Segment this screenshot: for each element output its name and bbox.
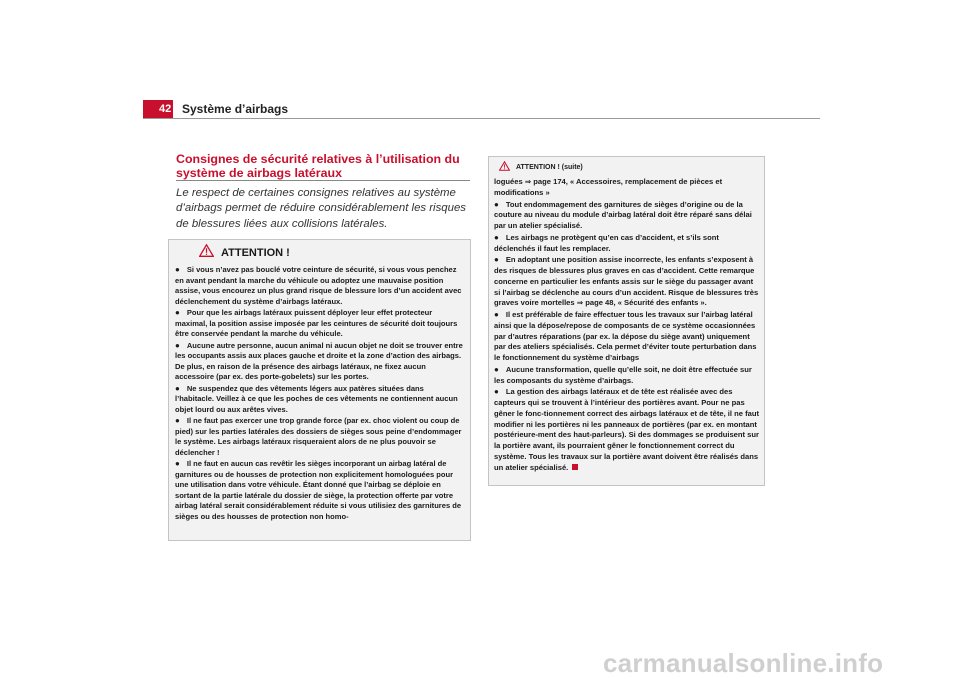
footer-watermark: carmanualsonline.info bbox=[603, 648, 884, 678]
warning-item-text: En adoptant une position assise incorrecte, les enfants s’exposent à des risques de blessures plus graves en cas d’accident. Cette remarque concerne en particulier les enfants assis sur le siège du passager avant si l’airbag se déclenche au cours d’un accident. Risque de blessures très graves voire mortelles ⇒ page 48, « Sécurité des enfants ». bbox=[494, 255, 759, 308]
section-divider bbox=[176, 180, 470, 181]
warning-item bbox=[175, 341, 464, 383]
warning-item bbox=[175, 416, 464, 458]
warning-box-right bbox=[488, 156, 765, 486]
section-intro: Le respect de certaines consignes relatives au système d’airbags permet de réduire considérablement les risques de blessures liées aux collisions latérales. bbox=[176, 187, 466, 230]
warning-item bbox=[494, 233, 759, 255]
warning-item bbox=[175, 384, 464, 416]
warning-item bbox=[175, 459, 464, 522]
header-divider bbox=[143, 118, 820, 119]
bullet-icon: ● bbox=[175, 308, 180, 317]
warning-item-text: Ne suspendez que des vêtements légers aux patères situées dans l’habitacle. Veillez à ce que les poches de ces vêtements ne contiennent aucun objet lourd ou aux arêtes vives. bbox=[175, 383, 458, 414]
warning-body bbox=[169, 265, 470, 522]
warning-box-left bbox=[168, 239, 471, 541]
warning-item-text: Tout endommagement des garnitures de sièges d’origine ou de la couture au niveau du module d’airbag latéral doit être réparé sans délai par un atelier spécialisé. bbox=[494, 199, 752, 230]
bullet-icon: ● bbox=[494, 364, 499, 374]
warning-item-text: Aucune autre personne, aucun animal ni aucun objet ne doit se trouver entre les occupants assis aux places gauche et droite et la zone d’action des airbags. De plus, en raison de la présence des airbags latéraux, ne fixez aucun accessoire (par ex. des porte-gobelets) sur les portes. bbox=[175, 340, 463, 381]
page-number: 42 bbox=[143, 100, 173, 118]
bullet-icon: ● bbox=[494, 199, 499, 209]
warning-header bbox=[489, 157, 764, 175]
warning-continuation: loguées ⇒ page 174, « Accessoires, remplacement de pièces et modifications » bbox=[494, 177, 723, 197]
warning-title: ATTENTION ! bbox=[221, 247, 290, 259]
warning-item bbox=[494, 200, 759, 232]
warning-item bbox=[175, 265, 464, 307]
warning-item-text: Il ne faut pas exercer une trop grande force (par ex. choc violent ou coup de pied) sur les parties latérales des dossiers de sièges sous peine d’endommager le système. Les airbags latéraux risqueraient alors de ne plus pouvoir se déclencher ! bbox=[175, 416, 462, 457]
warning-item-text: Il est préférable de faire effectuer tous les travaux sur l’airbag latéral ainsi que la dépose/repose de composants de ce système occasionnées par d’autres réparations (par ex. la dépose du siège avant) uniquement par des ateliers spécialisés. Cela permet d’éviter toute perturbation dans le fonctionnement du système d’airbags bbox=[494, 310, 757, 362]
bullet-icon: ● bbox=[175, 383, 180, 393]
warning-item bbox=[494, 387, 759, 473]
bullet-icon: ● bbox=[494, 310, 499, 319]
bullet-icon: ● bbox=[175, 459, 180, 468]
bullet-icon: ● bbox=[494, 232, 499, 242]
warning-title: ATTENTION ! (suite) bbox=[516, 163, 583, 171]
warning-item bbox=[494, 310, 759, 364]
warning-item-text: Pour que les airbags latéraux puissent déployer leur effet protecteur maximal, la position assise imposée par les ceintures de sécurité doit toujours être conservée pendant la marche du véhicule. bbox=[175, 308, 458, 338]
warning-item-text: Si vous n’avez pas bouclé votre ceinture de sécurité, si vous vous penchez en avant pendant la marche du véhicule ou adoptez une mauvaise position assise, vous encourez un plus grand risque de blessure lors d’un accident avec déclenchement du système d’airbags latéraux. bbox=[175, 265, 462, 306]
end-of-section-icon bbox=[572, 464, 578, 470]
warning-item-text: Il ne faut en aucun cas revêtir les sièges incorporant un airbag latéral de garnitures ou de housses de protection non explicitement homologuées pour une utilisation dans votre véhicule. Étant donné que l’airbag se déploie en sortant de la partie latérale du dossier de siège, la protection offerte par votre airbag latéral serait considérablement réduite si vous utilisiez des garnitures de sièges ou des housses de protection non homo- bbox=[175, 459, 462, 521]
warning-item-text: La gestion des airbags latéraux et de tête est réalisée avec des capteurs qui se trouvent à l’intérieur des portières avant. Pour ne pas gêner le fonc-tionnement correct des airbags latéraux et de tête, il ne faut modifier ni les portières ni les panneaux de portières (par ex. en montant postérieure-ment des haut-parleurs). Si des dommages se produisent sur la portière avant, ils pourraient gêner le fonctionnement correct du système. Tous les travaux sur la portière avant doivent être réalisés dans un atelier spécialisé. bbox=[494, 387, 760, 472]
warning-item bbox=[494, 255, 759, 309]
page-header-title: Système d’airbags bbox=[182, 102, 289, 116]
bullet-icon: ● bbox=[175, 340, 180, 350]
warning-item-text: Les airbags ne protègent qu’en cas d’accident, et s’ils sont déclenchés il faut les remplacer. bbox=[494, 232, 719, 253]
warning-body bbox=[489, 175, 764, 473]
warning-item bbox=[494, 365, 759, 387]
warning-item bbox=[175, 308, 464, 340]
warning-triangle-icon bbox=[499, 158, 510, 176]
section-title: Consignes de sécurité relatives à l’utilisation du système de airbags latéraux bbox=[176, 152, 460, 180]
bullet-icon: ● bbox=[494, 255, 499, 265]
bullet-icon: ● bbox=[175, 265, 180, 274]
bullet-icon: ● bbox=[175, 416, 180, 425]
warning-triangle-icon bbox=[199, 244, 214, 262]
warning-item-text: Aucune transformation, quelle qu’elle soit, ne doit être effectuée sur les composants du système d’airbags. bbox=[494, 364, 752, 385]
bullet-icon: ● bbox=[494, 387, 499, 397]
warning-header bbox=[169, 240, 470, 265]
